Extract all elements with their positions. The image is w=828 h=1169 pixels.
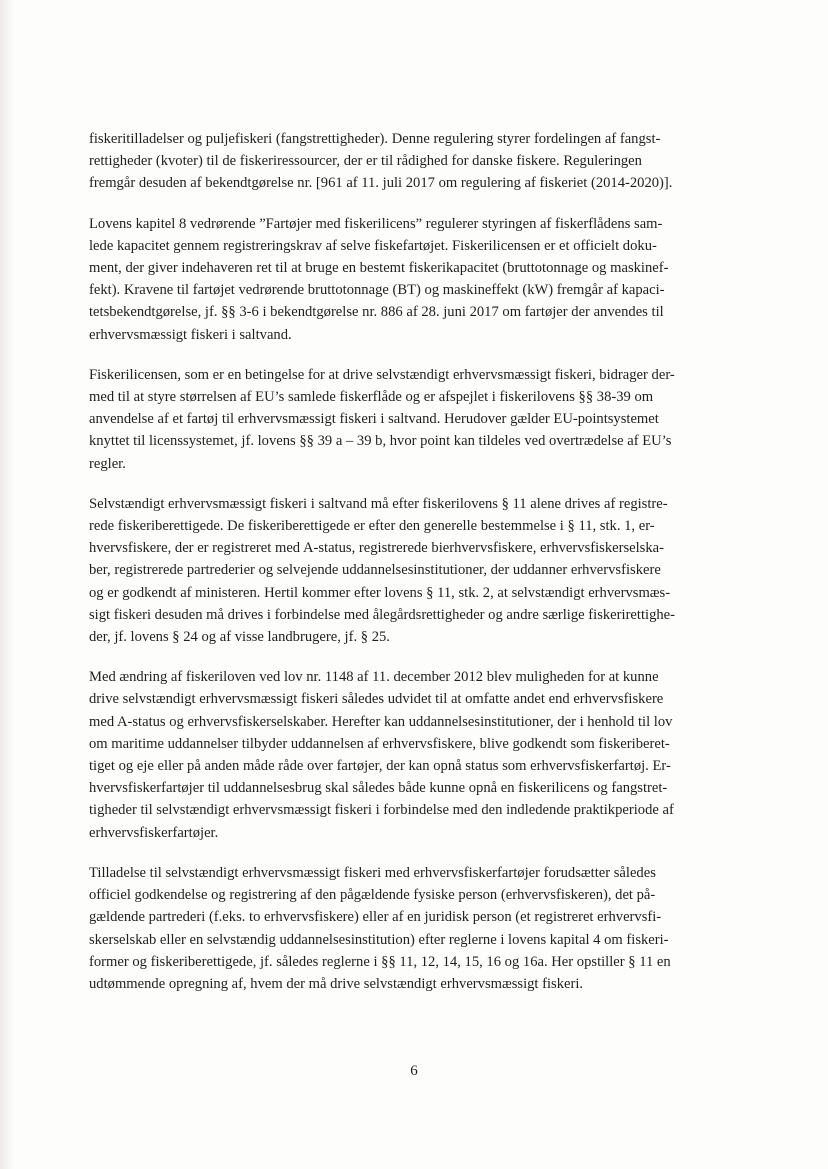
text-line: udtømmende opregning af, hvem der må drive selvstændigt erhvervsmæssigt fiskeri. — [89, 975, 584, 992]
text-line: gældende partrederi (f.eks. to erhvervsfiskere) eller af en juridisk person (et registreret erhvervsfi- — [89, 909, 662, 926]
scan-edge-shadow — [0, 0, 14, 1169]
text-line: ber, registrerede partrederier og selvejende uddannelsesinstitutioner, der uddanner erhvervsfiskere — [89, 562, 661, 579]
paragraph-1 — [89, 128, 739, 195]
text-line: Med ændring af fiskeriloven ved lov nr. 1148 af 11. december 2012 blev muligheden for at kunne — [89, 669, 659, 686]
text-line: med til at styre størrelsen af EU’s samlede fiskerflåde og er afspejlet i fiskerilovens §§ 38-39 om — [89, 389, 654, 406]
text-line: Lovens kapitel 8 vedrørende ”Fartøjer med fiskerilicens” regulerer styringen af fiskerflådens sam- — [89, 215, 663, 232]
text-line: hvervsfiskerfartøjer til uddannelsesbrug skal således både kunne opnå en fiskerilicens og fangstret- — [89, 780, 668, 797]
paragraph-6 — [89, 862, 739, 995]
text-line: fremgår desuden af bekendtgørelse nr. [961 af 11. juli 2017 om regulering af fiskeriet (2014-2020)]. — [89, 175, 673, 192]
text-line: tigheder til selvstændigt erhvervsmæssigt fiskeri i forbindelse med den indledende praktikperiode af — [89, 802, 674, 819]
text-line: erhvervsmæssigt fiskeri i saltvand. — [89, 326, 292, 343]
text-line: rettigheder (kvoter) til de fiskeriressourcer, der er til rådighed for danske fiskere. Reguleringen — [89, 153, 642, 170]
text-line: Selvstændigt erhvervsmæssigt fiskeri i saltvand må efter fiskerilovens § 11 alene drives af registre- — [89, 495, 668, 512]
text-line: sigt fiskeri desuden må drives i forbindelse med ålegårdsrettigheder og andre særlige fiskerirettighe- — [89, 606, 675, 623]
text-line: officiel godkendelse og registrering af den pågældende fysiske person (erhvervsfiskeren), det på- — [89, 887, 656, 904]
paragraph-2 — [89, 213, 739, 346]
page-number: 6 — [410, 1063, 418, 1079]
text-line: skerselskab eller en selvstændig uddannelsesinstitution) efter reglerne i lovens kapital 4 om fiskeri- — [89, 931, 669, 948]
text-line: tiget og eje eller på anden måde råde over fartøjer, der kan opnå status som erhvervsfiskerfartøj. Er- — [89, 758, 671, 775]
text-line: erhvervsfiskerfartøjer. — [89, 824, 219, 841]
paragraph-4 — [89, 493, 739, 648]
text-line: hvervsfiskere, der er registreret med A-status, registrerede bierhvervsfiskere, erhvervsfiskerselska- — [89, 540, 664, 557]
text-line: rede fiskeriberettigede. De fiskeriberettigede er efter den generelle bestemmelse i § 11, stk. 1, er- — [89, 518, 655, 535]
text-line: fiskeritilladelser og puljefiskeri (fangstrettigheder). Denne regulering styrer fordelingen af fangst- — [89, 131, 661, 147]
text-line: og er godkendt af ministeren. Hertil kommer efter lovens § 11, stk. 2, at selvstændigt erhvervsmæs- — [89, 584, 671, 601]
paragraph-3 — [89, 364, 739, 475]
text-line: ment, der giver indehaveren ret til at bruge en bestemt fiskerikapacitet (bruttotonnage og maskinef- — [89, 260, 669, 277]
text-line: med A-status og erhvervsfiskerselskaber. Herefter kan uddannelsesinstitutioner, der i henhold til lov — [89, 713, 673, 730]
text-line: former og fiskeriberettigede, jf. således reglerne i §§ 11, 12, 14, 15, 16 og 16a. Her opstiller § 11 en — [89, 953, 671, 970]
text-line: lede kapacitet gennem registreringskrav af selve fiskefartøjet. Fiskerilicensen er et officielt doku- — [89, 237, 657, 254]
text-line: anvendelse af et fartøj til erhvervsmæssigt fiskeri i saltvand. Herudover gælder EU-pointsystemet — [89, 411, 659, 428]
text-line: om maritime uddannelser tilbyder uddannelsen af erhvervsfiskere, blive godkendt som fiskeriberet- — [89, 735, 670, 752]
text-line: der, jf. lovens § 24 og af visse landbrugere, jf. § 25. — [89, 629, 390, 646]
paragraph-5 — [89, 666, 739, 844]
document-body — [89, 128, 739, 1013]
text-line: knyttet til licenssystemet, jf. lovens §§ 39 a – 39 b, hvor point kan tildeles ved overtrædelse af EU’s — [89, 433, 672, 450]
text-line: regler. — [89, 455, 126, 472]
text-line: tetsbekendtgørelse, jf. §§ 3-6 i bekendtgørelse nr. 886 af 28. juni 2017 om fartøjer der anvendes til — [89, 304, 664, 321]
text-line: Fiskerilicensen, som er en betingelse for at drive selvstændigt erhvervsmæssigt fiskeri, bidrager der- — [89, 366, 675, 383]
text-line: Tilladelse til selvstændigt erhvervsmæssigt fiskeri med erhvervsfiskerfartøjer forudsætter således — [89, 864, 656, 881]
text-line: fekt). Kravene til fartøjet vedrørende bruttotonnage (BT) og maskineffekt (kW) fremgår af kapaci- — [89, 282, 665, 299]
text-line: drive selvstændigt erhvervsmæssigt fiskeri således udvidet til at omfatte andet end erhvervsfiskere — [89, 691, 664, 708]
